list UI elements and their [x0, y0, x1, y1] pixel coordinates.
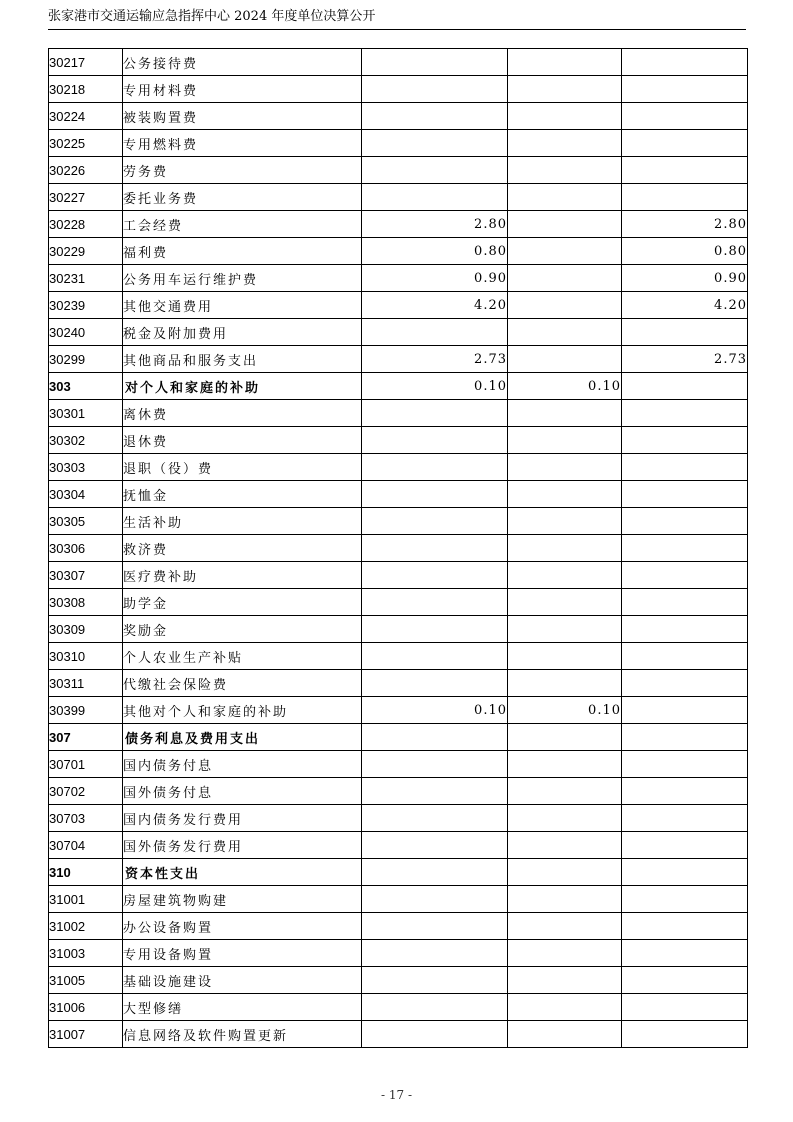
amount-cell: [508, 940, 622, 967]
amount-cell: [508, 157, 622, 184]
amount-cell: [508, 778, 622, 805]
amount-cell: [362, 49, 508, 76]
amount-cell: [362, 859, 508, 886]
amount-cell: [362, 994, 508, 1021]
account-code-cell: 30303: [49, 454, 123, 481]
amount-cell: [362, 778, 508, 805]
account-code-cell: 30301: [49, 400, 123, 427]
table-row: [49, 427, 748, 454]
account-code-cell: 30302: [49, 427, 123, 454]
account-name-cell: 国内债务付息: [123, 751, 362, 778]
table-row: [49, 913, 748, 940]
account-name-cell: 抚恤金: [123, 481, 362, 508]
account-code-cell: 303: [49, 373, 123, 400]
amount-cell: [508, 103, 622, 130]
table-row: [49, 238, 748, 265]
account-name-cell: 信息网络及软件购置更新: [123, 1021, 362, 1048]
account-code-cell: 30228: [49, 211, 123, 238]
account-name-cell: 其他商品和服务支出: [123, 346, 362, 373]
amount-cell: [622, 994, 748, 1021]
amount-cell: [622, 859, 748, 886]
table-row: [49, 454, 748, 481]
amount-cell: 2.80: [622, 211, 748, 238]
amount-cell: [362, 400, 508, 427]
account-code-cell: 30310: [49, 643, 123, 670]
amount-cell: [508, 589, 622, 616]
amount-cell: [362, 886, 508, 913]
account-name-cell: 基础设施建设: [123, 967, 362, 994]
table-row: [49, 751, 748, 778]
amount-cell: [622, 319, 748, 346]
amount-cell: 2.80: [362, 211, 508, 238]
amount-cell: [622, 832, 748, 859]
account-name-cell: 公务接待费: [123, 49, 362, 76]
account-code-cell: 30226: [49, 157, 123, 184]
account-code-cell: 30704: [49, 832, 123, 859]
table-row: [49, 400, 748, 427]
amount-cell: 0.90: [362, 265, 508, 292]
table-row: [49, 940, 748, 967]
account-code-cell: 30308: [49, 589, 123, 616]
amount-cell: [622, 724, 748, 751]
table-body: [49, 49, 748, 1048]
account-code-cell: 310: [49, 859, 123, 886]
amount-cell: [508, 670, 622, 697]
amount-cell: [362, 427, 508, 454]
account-name-cell: 福利费: [123, 238, 362, 265]
amount-cell: [622, 562, 748, 589]
section-row: [49, 724, 748, 751]
table-row: [49, 265, 748, 292]
amount-cell: [362, 670, 508, 697]
amount-cell: [362, 319, 508, 346]
amount-cell: [362, 130, 508, 157]
account-code-cell: 30218: [49, 76, 123, 103]
amount-cell: [362, 76, 508, 103]
amount-cell: [508, 265, 622, 292]
amount-cell: 2.73: [622, 346, 748, 373]
account-name-cell: 被装购置费: [123, 103, 362, 130]
account-code-cell: 30702: [49, 778, 123, 805]
amount-cell: [622, 508, 748, 535]
account-code-cell: 31006: [49, 994, 123, 1021]
amount-cell: [508, 427, 622, 454]
account-code-cell: 30231: [49, 265, 123, 292]
account-code-cell: 307: [49, 724, 123, 751]
amount-cell: [622, 805, 748, 832]
table-row: [49, 184, 748, 211]
amount-cell: [622, 481, 748, 508]
table-row: [49, 292, 748, 319]
amount-cell: [622, 778, 748, 805]
table-row: [49, 697, 748, 724]
account-name-cell: 专用燃料费: [123, 130, 362, 157]
account-name-cell: 劳务费: [123, 157, 362, 184]
amount-cell: [622, 103, 748, 130]
account-code-cell: 30304: [49, 481, 123, 508]
amount-cell: 0.10: [508, 697, 622, 724]
account-name-cell: 个人农业生产补贴: [123, 643, 362, 670]
account-name-cell: 对个人和家庭的补助: [123, 373, 362, 400]
account-name-cell: 国外债务发行费用: [123, 832, 362, 859]
table-row: [49, 535, 748, 562]
account-name-cell: 助学金: [123, 589, 362, 616]
amount-cell: [508, 49, 622, 76]
amount-cell: [362, 103, 508, 130]
amount-cell: [508, 211, 622, 238]
account-code-cell: 30305: [49, 508, 123, 535]
amount-cell: [508, 562, 622, 589]
account-name-cell: 债务利息及费用支出: [123, 724, 362, 751]
table-row: [49, 643, 748, 670]
table-row: [49, 589, 748, 616]
amount-cell: [508, 751, 622, 778]
table-row: [49, 211, 748, 238]
section-row: [49, 373, 748, 400]
expenditure-table: [48, 48, 748, 1048]
table-row: [49, 832, 748, 859]
account-name-cell: 工会经费: [123, 211, 362, 238]
table-row: [49, 103, 748, 130]
account-code-cell: 30239: [49, 292, 123, 319]
account-code-cell: 30299: [49, 346, 123, 373]
amount-cell: 0.10: [362, 373, 508, 400]
account-name-cell: 专用设备购置: [123, 940, 362, 967]
amount-cell: [622, 373, 748, 400]
account-code-cell: 30399: [49, 697, 123, 724]
amount-cell: 0.10: [508, 373, 622, 400]
table-row: [49, 481, 748, 508]
account-name-cell: 委托业务费: [123, 184, 362, 211]
amount-cell: [508, 481, 622, 508]
amount-cell: [508, 346, 622, 373]
account-name-cell: 退休费: [123, 427, 362, 454]
account-code-cell: 30217: [49, 49, 123, 76]
table-row: [49, 778, 748, 805]
amount-cell: [362, 508, 508, 535]
account-name-cell: 税金及附加费用: [123, 319, 362, 346]
amount-cell: [362, 751, 508, 778]
account-name-cell: 国内债务发行费用: [123, 805, 362, 832]
amount-cell: [362, 157, 508, 184]
amount-cell: [362, 940, 508, 967]
amount-cell: [622, 130, 748, 157]
table-row: [49, 1021, 748, 1048]
amount-cell: 2.73: [362, 346, 508, 373]
amount-cell: [508, 616, 622, 643]
account-name-cell: 资本性支出: [123, 859, 362, 886]
amount-cell: [622, 589, 748, 616]
amount-cell: [508, 994, 622, 1021]
table-row: [49, 76, 748, 103]
amount-cell: [622, 751, 748, 778]
account-code-cell: 30311: [49, 670, 123, 697]
document-header: 张家港市交通运输应急指挥中心 2024 年度单位决算公开: [48, 9, 376, 24]
account-code-cell: 30227: [49, 184, 123, 211]
account-name-cell: 退职（役）费: [123, 454, 362, 481]
amount-cell: [508, 805, 622, 832]
account-code-cell: 31005: [49, 967, 123, 994]
account-name-cell: 医疗费补助: [123, 562, 362, 589]
amount-cell: [622, 967, 748, 994]
account-name-cell: 大型修缮: [123, 994, 362, 1021]
amount-cell: 4.20: [362, 292, 508, 319]
amount-cell: [622, 697, 748, 724]
account-name-cell: 其他对个人和家庭的补助: [123, 697, 362, 724]
account-code-cell: 30229: [49, 238, 123, 265]
amount-cell: [622, 76, 748, 103]
account-name-cell: 其他交通费用: [123, 292, 362, 319]
amount-cell: [508, 184, 622, 211]
table-row: [49, 967, 748, 994]
account-code-cell: 30306: [49, 535, 123, 562]
amount-cell: [508, 643, 622, 670]
amount-cell: 0.90: [622, 265, 748, 292]
amount-cell: [508, 913, 622, 940]
amount-cell: [508, 724, 622, 751]
header-divider: [48, 29, 746, 30]
amount-cell: [622, 400, 748, 427]
amount-cell: [362, 616, 508, 643]
amount-cell: [622, 184, 748, 211]
account-name-cell: 专用材料费: [123, 76, 362, 103]
table-row: [49, 130, 748, 157]
amount-cell: [508, 76, 622, 103]
table-row: [49, 49, 748, 76]
table-row: [49, 562, 748, 589]
table-row: [49, 319, 748, 346]
amount-cell: [362, 1021, 508, 1048]
amount-cell: [362, 184, 508, 211]
amount-cell: [622, 49, 748, 76]
amount-cell: [508, 130, 622, 157]
account-name-cell: 办公设备购置: [123, 913, 362, 940]
amount-cell: [508, 400, 622, 427]
account-name-cell: 房屋建筑物购建: [123, 886, 362, 913]
amount-cell: [362, 913, 508, 940]
table-row: [49, 508, 748, 535]
table-row: [49, 670, 748, 697]
table-row: [49, 616, 748, 643]
amount-cell: [508, 859, 622, 886]
amount-cell: [362, 967, 508, 994]
amount-cell: [362, 805, 508, 832]
amount-cell: [622, 427, 748, 454]
account-name-cell: 公务用车运行维护费: [123, 265, 362, 292]
amount-cell: 0.80: [622, 238, 748, 265]
amount-cell: 4.20: [622, 292, 748, 319]
account-name-cell: 救济费: [123, 535, 362, 562]
amount-cell: [362, 481, 508, 508]
amount-cell: [622, 454, 748, 481]
account-code-cell: 30701: [49, 751, 123, 778]
amount-cell: [508, 319, 622, 346]
account-name-cell: 代缴社会保险费: [123, 670, 362, 697]
amount-cell: [508, 535, 622, 562]
amount-cell: [362, 535, 508, 562]
amount-cell: [362, 643, 508, 670]
page-number: - 17 -: [380, 1088, 412, 1102]
amount-cell: [622, 670, 748, 697]
account-code-cell: 30240: [49, 319, 123, 346]
amount-cell: [362, 589, 508, 616]
account-code-cell: 30309: [49, 616, 123, 643]
section-row: [49, 859, 748, 886]
table-row: [49, 886, 748, 913]
account-code-cell: 30225: [49, 130, 123, 157]
amount-cell: [622, 886, 748, 913]
account-code-cell: 31007: [49, 1021, 123, 1048]
account-code-cell: 30307: [49, 562, 123, 589]
amount-cell: [508, 508, 622, 535]
account-code-cell: 30703: [49, 805, 123, 832]
amount-cell: [508, 292, 622, 319]
amount-cell: [508, 967, 622, 994]
amount-cell: [622, 940, 748, 967]
amount-cell: [362, 562, 508, 589]
account-code-cell: 31003: [49, 940, 123, 967]
account-name-cell: 离休费: [123, 400, 362, 427]
amount-cell: [362, 832, 508, 859]
amount-cell: 0.80: [362, 238, 508, 265]
amount-cell: [622, 1021, 748, 1048]
account-name-cell: 国外债务付息: [123, 778, 362, 805]
amount-cell: [508, 238, 622, 265]
account-code-cell: 31002: [49, 913, 123, 940]
amount-cell: [622, 616, 748, 643]
table-row: [49, 805, 748, 832]
amount-cell: [622, 157, 748, 184]
amount-cell: [622, 913, 748, 940]
amount-cell: [362, 724, 508, 751]
table-row: [49, 994, 748, 1021]
account-code-cell: 31001: [49, 886, 123, 913]
amount-cell: [508, 1021, 622, 1048]
amount-cell: [508, 832, 622, 859]
amount-cell: 0.10: [362, 697, 508, 724]
account-name-cell: 生活补助: [123, 508, 362, 535]
amount-cell: [508, 454, 622, 481]
table-row: [49, 157, 748, 184]
account-name-cell: 奖励金: [123, 616, 362, 643]
amount-cell: [622, 535, 748, 562]
account-code-cell: 30224: [49, 103, 123, 130]
amount-cell: [362, 454, 508, 481]
amount-cell: [508, 886, 622, 913]
table-row: [49, 346, 748, 373]
amount-cell: [622, 643, 748, 670]
